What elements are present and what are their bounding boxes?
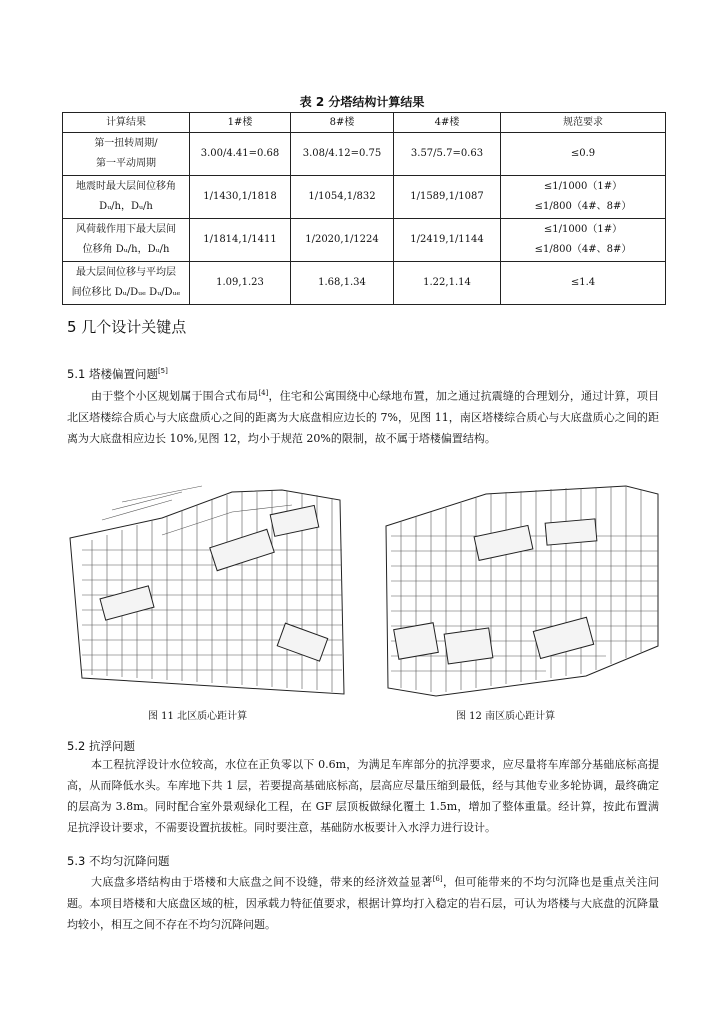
table-cell: 1.22,1.14 [394, 262, 501, 305]
table-cell: ≤1/1000（1#） ≤1/800（4#、8#） [501, 176, 666, 219]
paragraph-5-2: 本工程抗浮设计水位较高，水位在正负零以下 0.6m，为满足车库部分的抗浮要求，应尽量将车库部分基础底标高提高，从而降低水头。车库地下共 1 层，若要提高基础底标高，层高应尽量压缩到最低，经与其他专业多轮协调，最终确定的层高为 3.8m。同时配合室外景观绿化工程，在 GF 层顶板做绿化覆土 1.5m，增加了整体重量。经计算，按此布置满足抗浮设计要求，不需要设置抗拔桩。同时要注意，基础防水板要计入水浮力进行设计。 [67, 758, 659, 834]
tower-blocks [100, 505, 328, 661]
table-cell: 3.57/5.7=0.63 [394, 133, 501, 176]
table-cell: 1/1430,1/1818 [190, 176, 291, 219]
table-cell: 3.08/4.12=0.75 [291, 133, 394, 176]
table-row [63, 262, 666, 305]
table-cell: 1.09,1.23 [190, 262, 291, 305]
row-label: 风荷载作用下最大层间 位移角 Dᵤ/h，Dᵤ/h [63, 219, 190, 262]
table-header-cell: 8#楼 [291, 113, 394, 133]
subsection-title-5-2: 5.2 抗浮问题 [67, 739, 135, 753]
paragraph-5-3: 大底盘多塔结构由于塔楼和大底盘之间不设缝，带来的经济效益显著[6]，但可能带来的不均匀沉降也是重点关注问题。本项目塔楼和大底盘区域的桩，因承载力特征值要求，根据计算均打入稳定的岩石层，可认为塔楼与大底盘的沉降量均较小，相互之间不存在不均匀沉降问题。 [67, 875, 660, 931]
table-row [63, 133, 666, 176]
table-row [63, 219, 666, 262]
table-cell: 1/2020,1/1224 [291, 219, 394, 262]
figure-12-caption: 图 12 南区质心距计算 [456, 711, 556, 722]
section-title: 5 几个设计关键点 [67, 318, 187, 336]
table-header-cell: 1#楼 [190, 113, 291, 133]
table-cell: 1/1589,1/1087 [394, 176, 501, 219]
structural-grid [391, 487, 658, 692]
figure-12-plan-drawing [376, 476, 666, 702]
table-cell: 3.00/4.41=0.68 [190, 133, 291, 176]
table-header-cell: 规范要求 [501, 113, 666, 133]
table-cell: ≤1/1000（1#） ≤1/800（4#、8#） [501, 219, 666, 262]
tower-blocks [394, 519, 597, 664]
table-header-row [63, 113, 666, 133]
results-table [62, 112, 666, 305]
subsection-title-5-1: 5.1 塔楼偏置问题[5] [67, 367, 168, 381]
table-cell: 1/2419,1/1144 [394, 219, 501, 262]
figure-11-caption: 图 11 北区质心距计算 [148, 711, 248, 722]
table-caption: 表 2 分塔结构计算结果 [299, 95, 425, 109]
row-label: 地震时最大层间位移角 Dᵤ/h，Dᵤ/h [63, 176, 190, 219]
figure-11-plan-drawing [62, 480, 352, 702]
table-header-cell: 计算结果 [63, 113, 190, 133]
subsection-title-5-3: 5.3 不均匀沉降问题 [67, 854, 170, 868]
row-label: 最大层间位移与平均层 间位移比 Dᵤ/Dᵤₑ Dᵤ/Dᵤₑ [63, 262, 190, 305]
table-cell: ≤1.4 [501, 262, 666, 305]
paragraph-5-1: 由于整个小区规划属于围合式布局[4]，住宅和公寓围绕中心绿地布置，加之通过抗震缝的合理划分，通过计算，项目北区塔楼综合质心与大底盘质心之间的距离为大底盘相应边长的 7%，见图 11，南区塔楼综合质心与大底盘质心之间的距离为大底盘相应边长 10%,见图 12，均小于规范 20%的限制，故不属于塔楼偏置结构。 [67, 389, 660, 445]
table-cell: 1/1054,1/832 [291, 176, 394, 219]
table-header-cell: 4#楼 [394, 113, 501, 133]
table-row [63, 176, 666, 219]
table-cell: ≤0.9 [501, 133, 666, 176]
table-cell: 1.68,1.34 [291, 262, 394, 305]
row-label: 第一扭转周期/ 第一平动周期 [63, 133, 190, 176]
building-outline [386, 486, 658, 696]
table-cell: 1/1814,1/1411 [190, 219, 291, 262]
